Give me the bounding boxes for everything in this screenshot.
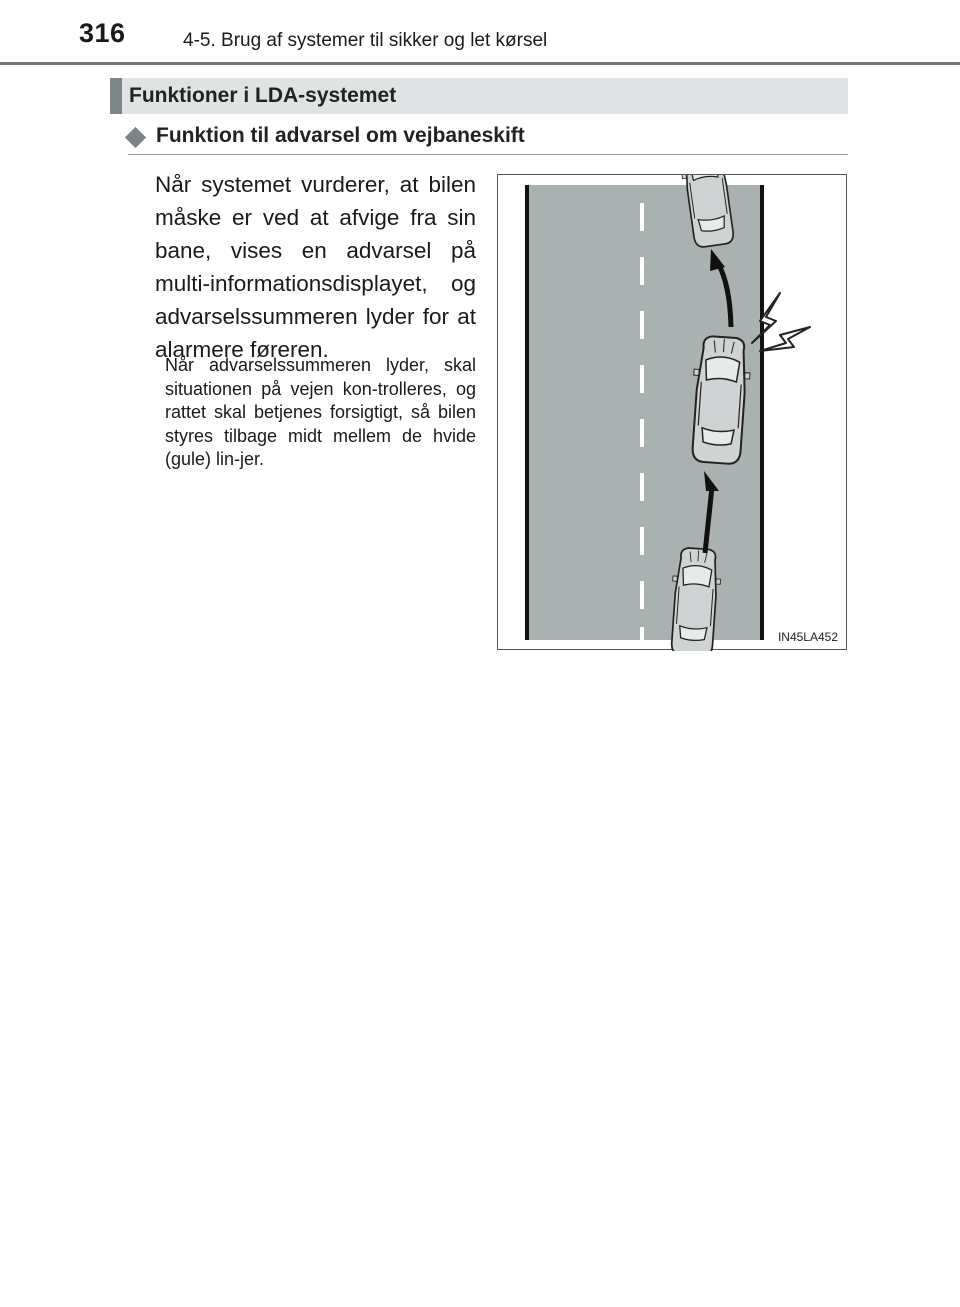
warning-lightning-icon-2: [760, 327, 810, 351]
diamond-icon: [125, 127, 146, 148]
section-heading: [110, 78, 848, 114]
subsection-title: Funktion til advarsel om vejbaneskift: [156, 124, 525, 147]
left-edge-line: [525, 185, 529, 640]
body-paragraph: Når systemet vurderer, at bilen måske er ved at afvige fra sin bane, vises en advarsel på multi-informationsdisplayet, og advarselssummeren lyder for at alarmere føreren.: [155, 172, 476, 362]
figure-code: IN45LA452: [777, 630, 838, 644]
chapter-title: 4-5. Brug af systemer til sikker og let kørsel: [183, 30, 548, 51]
page-number: 316: [79, 18, 126, 48]
section-title: Funktioner i LDA-systemet: [129, 84, 397, 107]
header-divider: [0, 62, 960, 65]
note-paragraph: Når advarselssummeren lyder, skal situationen på vejen kon-trolleres, og rattet skal betjenes forsigtigt, så bilen styres tilbage midt mellem de hvide (gule) lin-jer.: [165, 355, 476, 469]
road-drawing: [498, 175, 848, 651]
right-edge-line: [760, 185, 764, 640]
lane-departure-illustration: [497, 174, 847, 650]
subsection-heading: [128, 124, 848, 155]
